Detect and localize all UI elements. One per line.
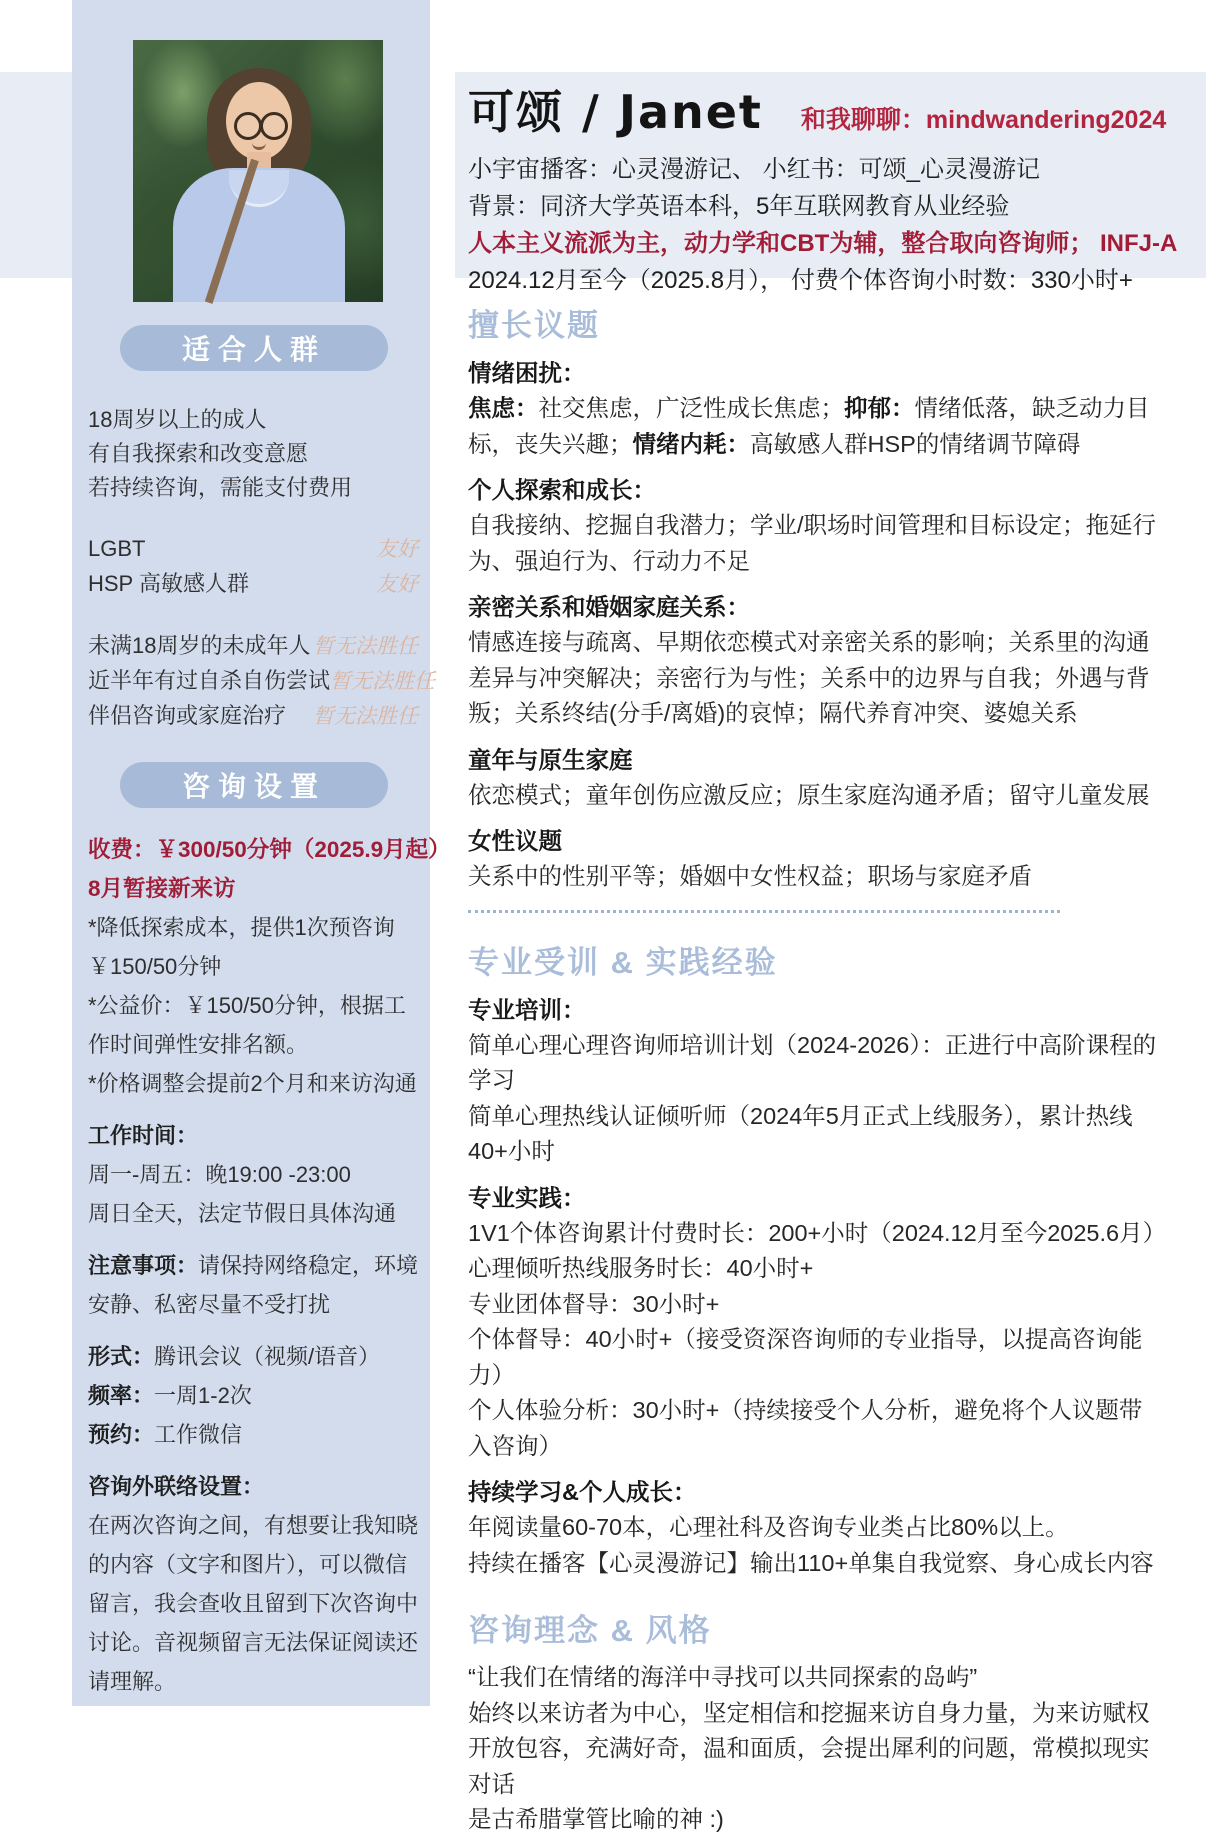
text: 高敏感人群HSP的情绪调节障碍 xyxy=(750,430,1081,457)
settings-line xyxy=(88,947,420,986)
topic-text xyxy=(468,1251,1160,1287)
text: 年阅读量60-70本，心理社科及咨询专业类占比80%以上。 xyxy=(468,1514,1069,1540)
not-suitable-tag: 暂无法胜任 xyxy=(313,705,418,728)
topic-text xyxy=(468,391,1160,462)
topic-text xyxy=(468,1322,1160,1393)
topic-text xyxy=(468,1287,1160,1323)
topic-heading: 持续学习&个人成长： xyxy=(468,1479,697,1505)
topic-heading: 专业培训： xyxy=(468,996,586,1023)
section-title-philosophy: 咨询理念 & 风格 xyxy=(468,1613,712,1648)
bold-text: 工作时间： xyxy=(88,1123,199,1148)
text: 社交焦虑，广泛性成长焦虑； xyxy=(538,395,844,421)
suitable-item-label: 伴侣咨询或家庭治疗 xyxy=(88,703,287,728)
text: 请保持网络稳定，环境安静、私密尽量不受打扰 xyxy=(88,1253,419,1317)
text: 周一-周五：晚19:00 -23:00 xyxy=(88,1162,351,1187)
text: 简单心理热线认证倾听师（2024年5月正式上线服务），累计热线40+小时 xyxy=(468,1102,1133,1164)
profile-photo xyxy=(133,40,383,302)
topic-text xyxy=(468,1802,1160,1838)
topic-text xyxy=(468,1099,1160,1170)
text: *降低探索成本，提供1次预咨询 xyxy=(88,915,395,940)
suitable-item xyxy=(88,471,420,505)
settings-line xyxy=(88,1194,420,1233)
text: 开放包容，充满好奇，温和面质，会提出犀利的问题，常模拟现实对话 xyxy=(468,1735,1150,1797)
suitable-item-label: 18周岁以上的成人 xyxy=(88,407,267,432)
settings-line xyxy=(88,1116,420,1155)
not-suitable-tag: 暂无法胜任 xyxy=(330,670,436,693)
bold-text: 情绪内耗： xyxy=(632,430,750,457)
topic-text xyxy=(468,1216,1167,1252)
suitable-item xyxy=(88,403,420,437)
settings-line xyxy=(88,1155,420,1194)
bold-text: 抑郁： xyxy=(844,395,915,421)
topic-text xyxy=(468,1546,1160,1582)
settings-line xyxy=(88,1415,420,1454)
text: 个人体验分析：30小时+（持续接受个人分析，避免将个人议题带入咨询） xyxy=(468,1397,1143,1459)
section-title-expertise: 擅长议题 xyxy=(468,308,600,343)
settings-line xyxy=(88,908,420,947)
not-suitable-tag: 暂无法胜任 xyxy=(313,635,418,658)
section-title-training: 专业受训 & 实践经验 xyxy=(468,944,778,980)
topic-text xyxy=(468,625,1160,732)
topic-heading: 情绪困扰： xyxy=(468,360,586,386)
topic-heading: 童年与原生家庭 xyxy=(468,746,633,773)
photo-face xyxy=(226,82,292,160)
hours-line: 2024.12月至今（2025.8月）， 付费个体咨询小时数：330小时+ xyxy=(468,267,1133,294)
settings-line xyxy=(88,1506,420,1701)
text: 工作微信 xyxy=(154,1422,243,1447)
glasses-icon xyxy=(260,112,288,140)
bold-text: 注意事项： xyxy=(88,1253,199,1278)
text: 腾讯会议（视频/语音） xyxy=(154,1344,381,1369)
topic-text xyxy=(468,1510,1160,1546)
topic-text xyxy=(468,508,1160,579)
text: 一周1-2次 xyxy=(154,1383,252,1408)
text: 关系中的性别平等；婚姻中女性权益；职场与家庭矛盾 xyxy=(468,863,1032,889)
topic-text xyxy=(468,1028,1160,1099)
suitable-item xyxy=(88,437,420,471)
suitable-item xyxy=(88,664,436,699)
podcast-line: 小宇宙播客：心灵漫游记、 小红书：可颂_心灵漫游记 xyxy=(468,156,1041,183)
text: 持续在播客【心灵漫游记】输出110+单集自我觉察、身心成长内容 xyxy=(468,1549,1154,1576)
suitable-item-label: LGBT xyxy=(88,536,146,561)
topic-heading: 专业实践： xyxy=(468,1184,586,1211)
text: 1V1个体咨询累计付费时长：200+小时（2024.12月至今2025.6月） xyxy=(468,1219,1167,1246)
text: 是古希腊掌管比喻的神 :) xyxy=(468,1806,724,1832)
topic-heading: 亲密关系和婚姻家庭关系： xyxy=(468,594,750,620)
bold-text: 预约： xyxy=(88,1422,155,1447)
settings-line xyxy=(88,1246,420,1324)
text: 简单心理心理咨询师培训计划（2024-2026）：正进行中高阶课程的学习 xyxy=(468,1031,1157,1093)
bold-text: 形式： xyxy=(88,1344,155,1369)
header xyxy=(468,76,1188,299)
sidebar-content xyxy=(88,325,451,1701)
topic-text xyxy=(468,859,1160,895)
suitable-item xyxy=(88,532,420,567)
topic-text xyxy=(468,1696,1160,1732)
consult-settings-body xyxy=(88,830,451,1701)
fee-notice xyxy=(88,830,451,869)
suitable-item-label: 有自我探索和改变意愿 xyxy=(88,441,309,466)
background-line: 背景：同济大学英语本科，5年互联网教育从业经验 xyxy=(468,193,1010,220)
settings-line xyxy=(88,1064,420,1103)
bold-text: 频率： xyxy=(88,1383,155,1408)
bold-text: 焦虑： xyxy=(468,395,539,421)
topic-text xyxy=(468,1393,1160,1464)
settings-line xyxy=(88,1376,420,1415)
photo-smile xyxy=(252,140,266,150)
text: *价格调整会提前2个月和来访沟通 xyxy=(88,1071,417,1096)
suitable-item-label: HSP 高敏感人群 xyxy=(88,571,249,596)
dotted-divider xyxy=(468,910,1060,913)
friendly-tag: 友好 xyxy=(376,573,418,596)
suitable-list xyxy=(88,403,436,734)
text: 自我接纳、挖掘自我潜力；学业/职场时间管理和目标设定；拖延行为、强迫行为、行动力不足 xyxy=(468,512,1157,574)
suitable-item-label: 未满18周岁的未成年人 xyxy=(88,633,311,658)
text: 情感连接与疏离、早期依恋模式对亲密关系的影响；关系里的沟通差异与冲突解决；亲密行为与性；关系中的边界与自我；外遇与背叛；关系终结(分手/离婚)的哀悼；隔代养育冲突、婆媳关系 xyxy=(468,629,1150,726)
suitable-item xyxy=(88,699,420,734)
bold-text: 咨询外联络设置： xyxy=(88,1474,265,1499)
text: 在两次咨询之间，有想要让我知晓的内容（文字和图片），可以微信留言，我会查收且留到下次咨询中讨论。音视频留言无法保证阅读还请理解。 xyxy=(88,1513,419,1694)
text: “让我们在情绪的海洋中寻找可以共同探索的岛屿” xyxy=(468,1664,978,1690)
orientation-line: 人本主义流派为主，动力学和CBT为辅，整合取向咨询师； INFJ-A xyxy=(468,230,1178,257)
suitable-group-badge: 适合人群 xyxy=(120,325,388,371)
text: 个体督导：40小时+（接受资深咨询师的专业指导，以提高咨询能力） xyxy=(468,1326,1143,1388)
text: 周日全天，法定节假日具体沟通 xyxy=(88,1201,397,1226)
profile-name: 可颂 / Janet xyxy=(468,85,763,139)
suitable-item xyxy=(88,567,420,602)
text: ￥150/50分钟 xyxy=(88,954,222,979)
topic-text xyxy=(468,1660,1160,1696)
main-content xyxy=(468,300,1167,1838)
topic-text xyxy=(468,1731,1160,1802)
text: 8月暂接新来访 xyxy=(88,876,236,901)
settings-line xyxy=(88,1337,420,1376)
suitable-item xyxy=(88,629,420,664)
text: 始终以来访者为中心，坚定相信和挖掘来访自身力量，为来访赋权 xyxy=(468,1699,1150,1726)
text: 收费：￥300/50分钟（2025.9月起） xyxy=(88,837,451,862)
text: 依恋模式；童年创伤应激反应；原生家庭沟通矛盾；留守儿童发展 xyxy=(468,781,1150,808)
glasses-icon xyxy=(234,112,262,140)
fee-notice xyxy=(88,869,420,908)
settings-line xyxy=(88,986,420,1064)
text: 专业团体督导：30小时+ xyxy=(468,1290,720,1317)
settings-line xyxy=(88,1467,420,1506)
topic-heading: 女性议题 xyxy=(468,828,562,854)
suitable-item-label: 近半年有过自杀自伤尝试 xyxy=(88,668,331,693)
consult-settings-badge: 咨询设置 xyxy=(120,762,388,808)
friendly-tag: 友好 xyxy=(376,538,418,561)
text: *公益价：￥150/50分钟，根据工作时间弹性安排名额。 xyxy=(88,993,406,1057)
topic-heading: 个人探索和成长： xyxy=(468,477,656,503)
wechat-contact: 和我聊聊：mindwandering2024 xyxy=(800,106,1167,134)
text: 情绪低落，缺乏动力目标，丧失兴趣； xyxy=(468,395,1150,457)
topic-text xyxy=(468,778,1160,814)
suitable-item-label: 若持续咨询，需能支付费用 xyxy=(88,475,353,500)
text: 心理倾听热线服务时长：40小时+ xyxy=(468,1255,814,1281)
